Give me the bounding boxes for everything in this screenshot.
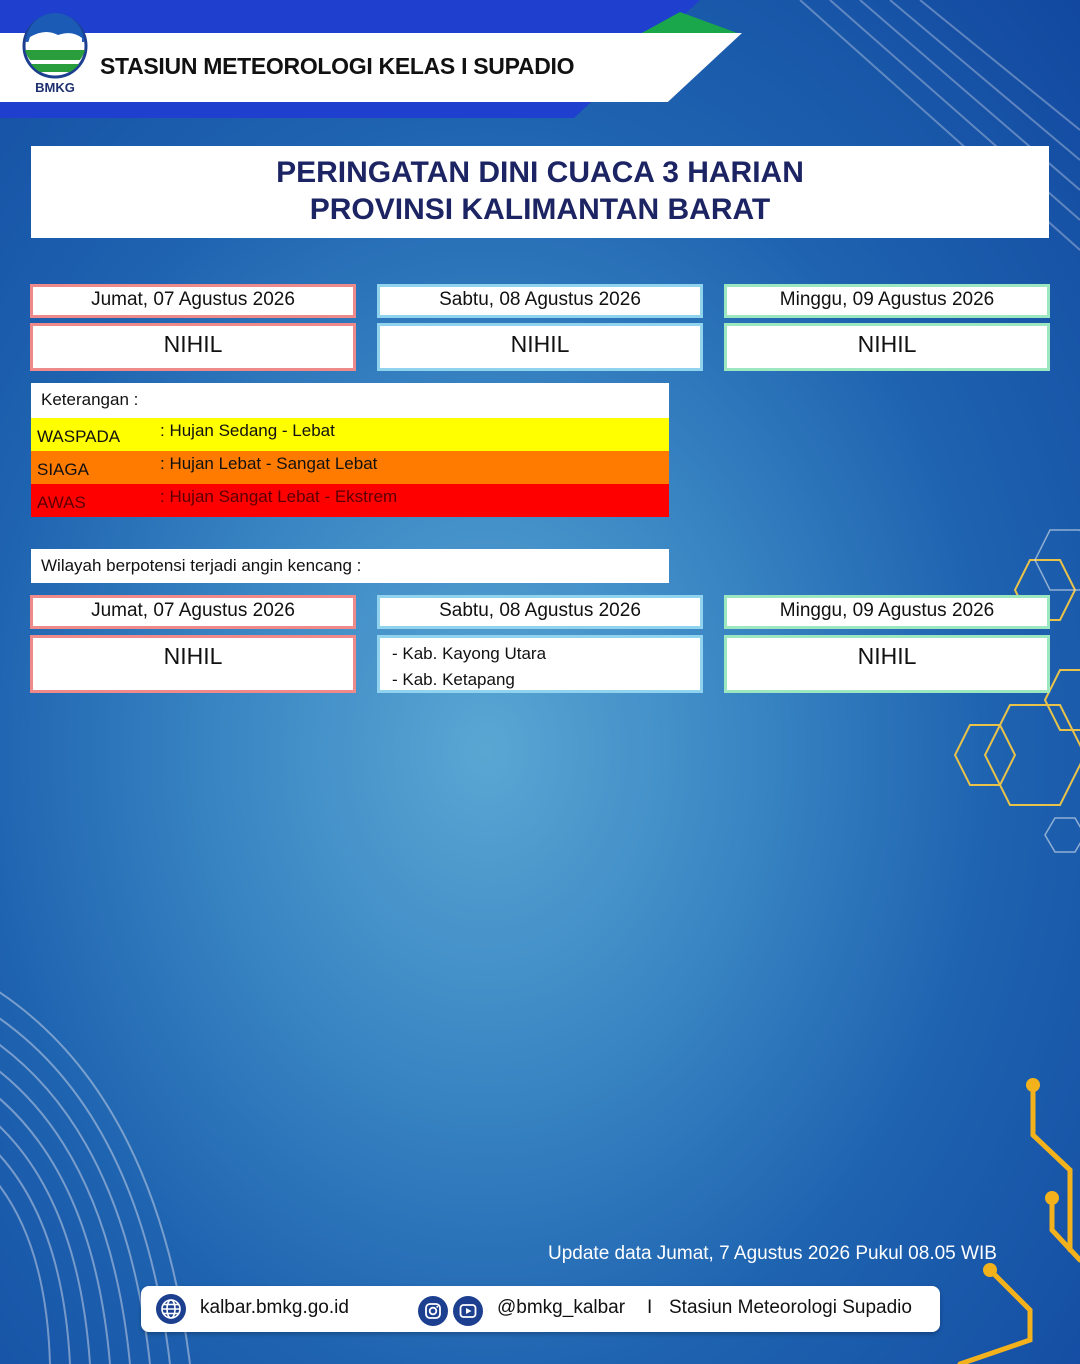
legend-row-waspada — [31, 418, 669, 451]
logo-text: BMKG — [35, 80, 75, 95]
title-line-1: PERINGATAN DINI CUACA 3 HARIAN — [276, 156, 804, 189]
legend-heading: Keterangan : — [41, 390, 139, 409]
footer-separator: I — [647, 1297, 653, 1318]
rain-value-day3: NIHIL — [724, 323, 1050, 371]
title-line-2: PROVINSI KALIMANTAN BARAT — [309, 193, 771, 226]
legend-row-siaga — [31, 451, 669, 484]
update-text: Update data Jumat, 7 Agustus 2026 Pukul 08.05 WIB — [548, 1243, 997, 1264]
legend-level: SIAGA — [37, 460, 89, 479]
globe-icon[interactable] — [156, 1294, 186, 1324]
legend — [31, 383, 669, 517]
instagram-icon[interactable] — [418, 1296, 448, 1326]
social-handle[interactable]: @bmkg_kalbar — [497, 1297, 626, 1318]
footer-station: Stasiun Meteorologi Supadio — [669, 1297, 912, 1318]
station-name: STASIUN METEOROLOGI KELAS I SUPADIO — [100, 53, 575, 79]
wind-value-day3: NIHIL — [724, 635, 1050, 693]
bmkg-logo — [20, 12, 90, 98]
rain-date-day1: Jumat, 07 Agustus 2026 — [30, 284, 356, 318]
rain-value-day1: NIHIL — [30, 323, 356, 371]
wind-list-day2 — [377, 635, 703, 693]
youtube-icon[interactable] — [453, 1296, 483, 1326]
title-box — [31, 146, 1049, 238]
list-item: - Kab. Kayong Utara — [392, 644, 547, 663]
list-item: - Kab. Ketapang — [392, 670, 515, 689]
legend-level: WASPADA — [37, 427, 121, 446]
legend-level: AWAS — [37, 493, 86, 512]
rain-value-day2: NIHIL — [377, 323, 703, 371]
rain-date-day2: Sabtu, 08 Agustus 2026 — [377, 284, 703, 318]
legend-desc: : Hujan Sangat Lebat - Ekstrem — [160, 487, 398, 506]
footer-bar — [141, 1286, 940, 1332]
wind-date-day2: Sabtu, 08 Agustus 2026 — [377, 595, 703, 629]
wind-date-day3: Minggu, 09 Agustus 2026 — [724, 595, 1050, 629]
wind-value-day1: NIHIL — [30, 635, 356, 693]
legend-row-awas — [31, 484, 669, 517]
legend-desc: : Hujan Lebat - Sangat Lebat — [160, 454, 378, 473]
legend-desc: : Hujan Sedang - Lebat — [160, 421, 335, 440]
wind-date-day1: Jumat, 07 Agustus 2026 — [30, 595, 356, 629]
bmkg-logo-icon — [20, 12, 90, 80]
wind-label: Wilayah berpotensi terjadi angin kencang : — [31, 549, 669, 583]
rain-date-day3: Minggu, 09 Agustus 2026 — [724, 284, 1050, 318]
website-link[interactable]: kalbar.bmkg.go.id — [200, 1297, 349, 1318]
